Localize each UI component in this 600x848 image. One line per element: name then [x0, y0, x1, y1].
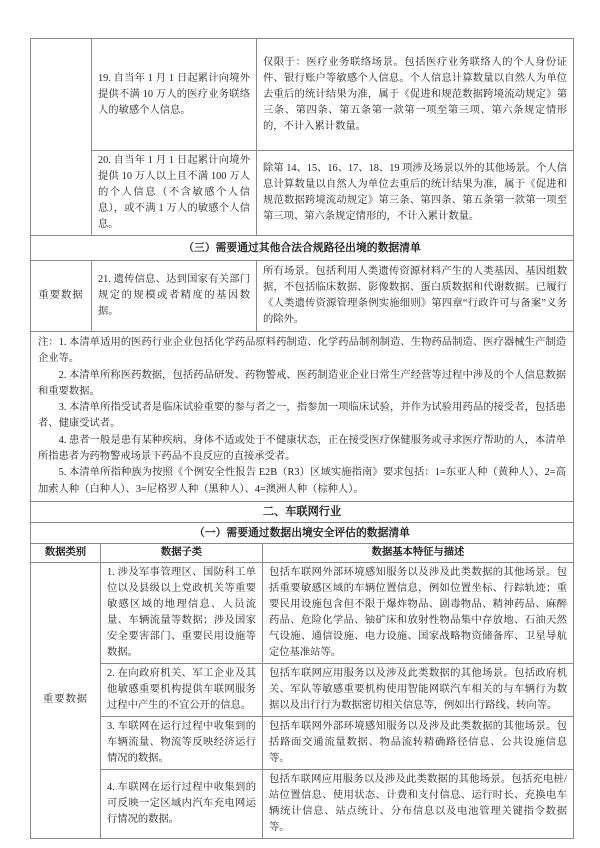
category-cell: 重要数据 [31, 261, 92, 332]
subcategory-cell: 2. 在向政府机关、军工企业及其他敏感重要机构提供车联网服务过程中产生的不宜公开的信息。 [101, 663, 263, 716]
note-paragraph: 4. 患者一般是患有某种疾病、身体不适或处于不健康状态，正在接受医疗保健服务或寻求医疗帮助的人，本清单所指患者为药物警戒场景下药品不良反应的直接承受者。 [38, 434, 566, 463]
note-paragraph: 5. 本清单所指种族为按照《个例安全性报告 E2B（R3）区域实施指南》要求包括：1=东亚人种（黄种人）、2=高加索人种（白种人）、3=尼格罗人种（黑种人）、4=澳洲人种（棕种人）。 [38, 467, 566, 495]
note-paragraph: 2. 本清单所称医药数据，包括药品研发、药物警戒、医药制造业企业日常生产经营等过程中涉及的个人信息数据和重要数据。 [38, 369, 566, 397]
description-cell: 所有场景。包括利用人类遗传资源材料产生的人类基因、基因组数据，不包括临床数据、影像数据、蛋白质数据和代谢数据。已履行《人类遗传资源管理条例实施细则》第四章“行政许可与备案”义务的除外。 [257, 261, 574, 332]
table-row [31, 663, 574, 716]
category-cell-empty [31, 39, 92, 236]
subcategory-cell: 21. 遗传信息、达到国家有关部门规定的规模或者精度的基因数据。 [92, 261, 257, 332]
table-row [31, 716, 574, 769]
category-cell: 重要数据 [31, 562, 101, 838]
notes-cell [31, 332, 574, 502]
subcategory-cell: 4. 车联网在运行过程中收集到的可反映一定区域内汽车充电网运行情况的数据。 [101, 769, 263, 838]
section-header-row [31, 236, 574, 261]
section-header-row [31, 501, 574, 522]
table-row [31, 261, 574, 332]
section-header-row [31, 522, 574, 543]
subcategory-cell: 1. 涉及军事管理区、国防科工单位以及县级以上党政机关等重要敏感区域的地理信息、人员流量、车辆流量等数据；涉及国家安全要害部门、重要民用设施等数据。 [101, 562, 263, 663]
section-3-header: （三）需要通过其他合法合规路径出境的数据清单 [31, 236, 574, 261]
vehicle-data-table [30, 501, 574, 839]
table-row [31, 562, 574, 663]
notes-row [31, 332, 574, 502]
column-header-subclass: 数据子类 [101, 543, 263, 562]
subcategory-cell: 20. 自当年 1 月 1 日起累计向境外提供 10 万人以上且不满 100 万人的个人信息（不含敏感个人信息），或不满 1 万人的敏感个人信息。 [92, 151, 257, 236]
table-row [31, 151, 574, 236]
column-header-row [31, 543, 574, 562]
medical-data-table [30, 38, 574, 502]
note-paragraph: 注：1. 本清单适用的医药行业企业包括化学药品原料药制造、化学药品制剂制造、生物药品制造、医疗器械生产制造企业等。 [38, 337, 566, 365]
note-paragraph: 3. 本清单所指受试者是临床试验重要的参与者之一，指参加一项临床试验，并作为试验用药品的接受者，包括患者、健康受试者。 [38, 402, 566, 430]
description-cell: 除第 14、15、16、17、18、19 项涉及场景以外的其他场景。个人信息计算数量以自然人为单位去重后的统计结果为准，属于《促进和规范数据跨境流动规定》第三条、第四条、第五条第一款第一项至第三项、第六条规定情形的，不计入累计数量。 [257, 151, 574, 236]
description-cell: 包括车联网外部环境感知服务以及涉及此类数据的其他场景。包括重要敏感区域的车辆位置信息，例如位置坐标、行踪轨迹；重要民用设施包含但不限于爆炸物品、剧毒物品、精神药品、麻醉药品、危险化学品、铀矿床和放射性物品集中存放地、石油天然气设施、通信设施、电力设施、国家战略物资储备库、卫星导航定位基准站等。 [263, 562, 574, 663]
industry-2-header: 二、车联网行业 [31, 501, 574, 522]
description-cell: 包括车联网应用服务以及涉及此类数据的其他场景。包括充电桩/站位置信息、使用状态、计费和支付信息、运行时长、充换电车辆统计信息、站点统计、分布信息以及电池管理关键指令数据等。 [263, 769, 574, 838]
table-row [31, 39, 574, 151]
description-cell: 包括车联网应用服务以及涉及此类数据的其他场景。包括政府机关、军队等敏感重要机构使用智能网联汽车相关的与车辆行为数据以及出行行为数据密切相关信息等，例如出行路线、转向等。 [263, 663, 574, 716]
description-cell: 仅限于：医疗业务联络场景。包括医疗业务联络人的个人身份证件、银行账户等敏感个人信息。个人信息计算数量以自然人为单位去重后的统计结果为准，属于《促进和规范数据跨境流动规定》第三条、第四条、第五条第一款第一项至第三项、第六条规定情形的，不计入累计数量。 [257, 39, 574, 151]
section-1-header: （一）需要通过数据出境安全评估的数据清单 [31, 522, 574, 543]
table-row [31, 769, 574, 838]
subcategory-cell: 19. 自当年 1 月 1 日起累计向境外提供不满 10 万人的医疗业务联络人的敏感个人信息。 [92, 39, 257, 151]
description-cell: 包括车联网外部环境感知服务以及涉及此类数据的其他场景。包括路面交通流量数据、物品流转精确路径信息、公共设施信息等。 [263, 716, 574, 769]
column-header-description: 数据基本特征与描述 [263, 543, 574, 562]
subcategory-cell: 3. 车联网在运行过程中收集到的车辆流量、物流等反映经济运行情况的数据。 [101, 716, 263, 769]
column-header-category: 数据类别 [31, 543, 101, 562]
